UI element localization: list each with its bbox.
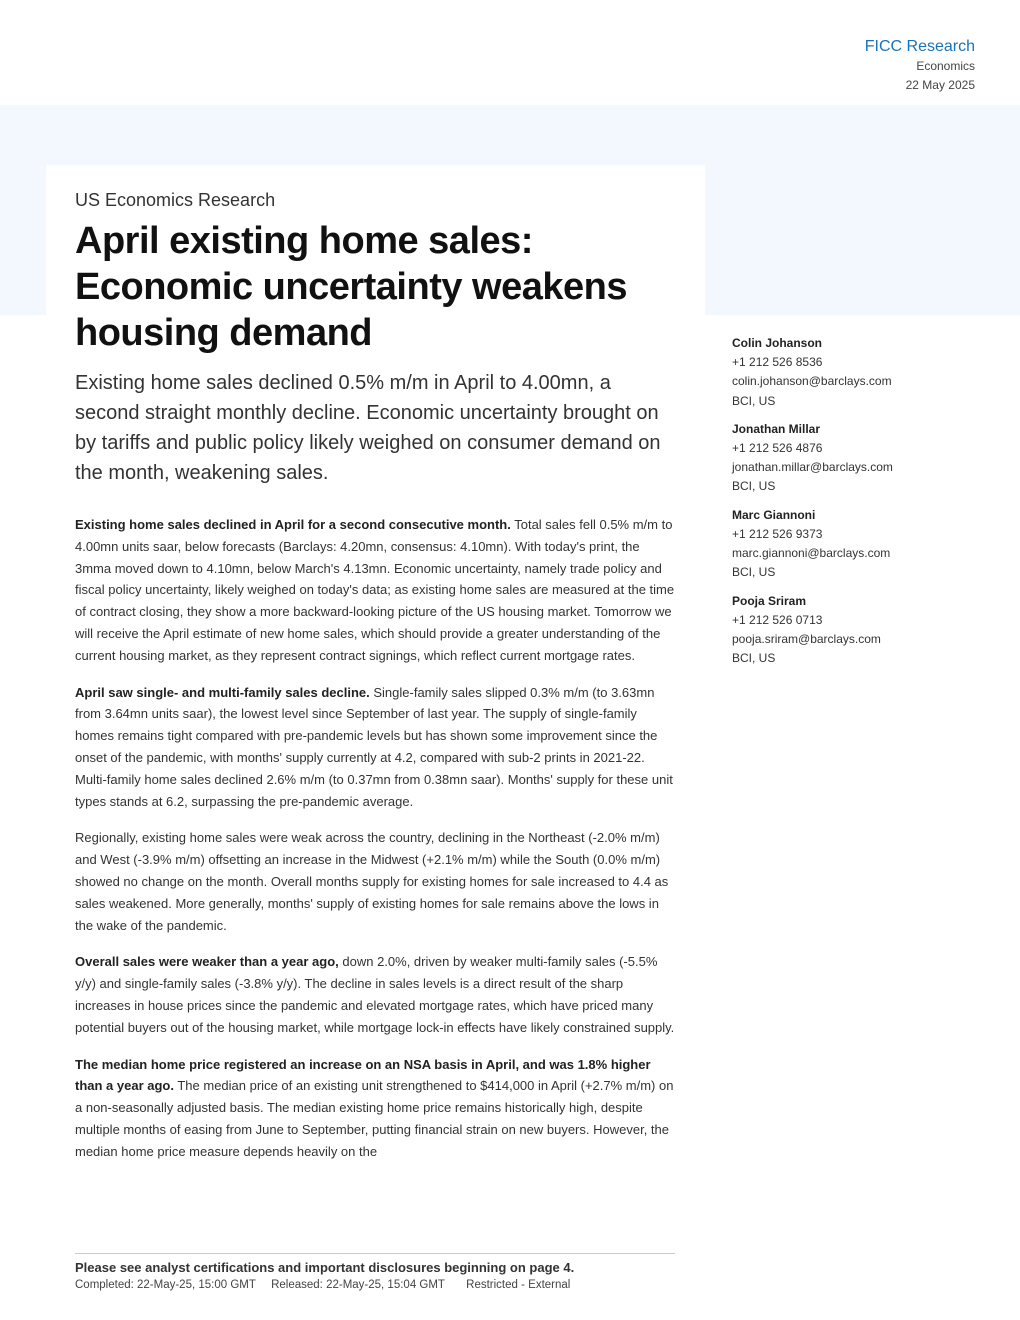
analyst-card xyxy=(732,506,992,583)
analyst-entity: BCI, US xyxy=(732,565,776,580)
article-main xyxy=(75,188,675,1178)
footer-meta xyxy=(75,1277,675,1293)
page-title xyxy=(75,218,675,356)
paragraph-body: Single-family sales slipped 0.3% m/m (to 3.63mn from 3.64mn units saar), the lowest level since September of last year. The supply of single-family homes remains tight compared with pre-pandemic levels but has shown some improvement since the onset of the pandemic, with months' supply currently at 4.2, compared with sub-2 prints in 2021-22. Multi-family home sales declined 2.6% m/m (to 0.37mn from 0.38mn saar). Months' supply for these unit types stands at 6.2, surpassing the pre-pandemic average. xyxy=(75,684,673,809)
paragraph-lead: Overall sales were weaker than a year ago, xyxy=(75,954,339,970)
page-footer xyxy=(75,1253,675,1293)
paragraph-lead: Existing home sales declined in April for a second consecutive month. xyxy=(75,517,511,532)
analyst-phone: +1 212 526 8536 xyxy=(732,355,823,369)
analyst-email[interactable]: pooja.sriram@barclays.com xyxy=(732,631,881,646)
analyst-name: Marc Giannoni xyxy=(732,507,816,522)
analyst-phone: +1 212 526 4876 xyxy=(732,440,823,455)
analyst-phone: +1 212 526 0713 xyxy=(732,612,823,627)
analyst-phone: +1 212 526 9373 xyxy=(732,526,823,541)
analyst-entity: BCI, US xyxy=(732,651,776,666)
analyst-email[interactable]: jonathan.millar@barclays.com xyxy=(732,460,893,475)
paragraph-lead: The median home price registered an increase on an NSA basis in April, and was 1.8% higher than a year ago. xyxy=(75,1056,651,1094)
report-date: 22 May 2025 xyxy=(905,78,975,92)
analyst-card xyxy=(732,334,992,411)
paragraph-lead: April saw single- and multi-family sales decline. xyxy=(75,684,370,700)
body-paragraph xyxy=(75,514,675,667)
paragraph-body: Total sales fell 0.5% m/m to 4.00mn units saar, below forecasts (Barclays: 4.20mn, consensus: 4.10mn). With today's print, the 3mma moved down to 4.10mn, below March's 4.13mn. Economic uncertainty, namely trade policy and fiscal policy uncertainty, likely weighed on today's data; as existing home sales are measured at the time of contract closing, they show a more backward-looking picture of the US housing market. Tomorrow we will receive the April estimate of new home sales, which should provide a greater understanding of the current housing market, as they represent contract signings, which reflect current mortgage rates. xyxy=(75,517,675,663)
report-header xyxy=(865,37,975,95)
analyst-name: Pooja Sriram xyxy=(732,593,807,608)
analyst-entity: BCI, US xyxy=(732,479,776,494)
analyst-list xyxy=(732,334,992,678)
title-line: April existing home sales: xyxy=(75,220,533,262)
section-label: Economics xyxy=(916,59,975,73)
restriction-label: Restricted - External xyxy=(466,1279,571,1291)
paragraph-body: The median price of an existing unit strengthened to $414,000 in April (+2.7% m/m) on a non-seasonally adjusted basis. The median existing home price remains historically high, despite multiple months of easing from June to September, putting financial strain on new buyers. However, the median home price measure depends heavily on the xyxy=(75,1078,674,1159)
released-time: Released: 22-May-25, 15:04 GMT xyxy=(271,1279,445,1291)
title-line: housing demand xyxy=(75,312,372,354)
analyst-name: Jonathan Millar xyxy=(732,421,821,436)
analyst-card xyxy=(732,592,992,669)
analyst-entity: BCI, US xyxy=(732,393,776,408)
analyst-email[interactable]: marc.giannoni@barclays.com xyxy=(732,546,891,561)
disclosure-note: Please see analyst certifications and important disclosures beginning on page 4. xyxy=(75,1260,575,1275)
analyst-name: Colin Johanson xyxy=(732,336,822,350)
body-paragraph xyxy=(75,951,675,1038)
article-lede: Existing home sales declined 0.5% m/m in April to 4.00mn, a second straight monthly decline. Economic uncertainty brought on by tariffs and public policy likely weighed on consumer demand on the month, weakening sales. xyxy=(75,372,661,484)
title-line: Economic uncertainty weakens xyxy=(75,266,627,308)
series-label: US Economics Research xyxy=(75,190,276,210)
analyst-card xyxy=(732,420,992,497)
paragraph-body: Regionally, existing home sales were weak across the country, declining in the Northeast (-2.0% m/m) and West (-3.9% m/m) offsetting an increase in the Midwest (+2.1% m/m) while the South (0.0% m/m) showed no change on the month. Overall months supply for existing homes for sale increased to 4.4 as sales weakened. More generally, months' supply of existing homes for sale remains above the lows in the wake of the pandemic. xyxy=(75,830,669,933)
analyst-email[interactable]: colin.johanson@barclays.com xyxy=(732,374,892,389)
body-paragraph xyxy=(75,682,675,813)
paragraph-body: down 2.0%, driven by weaker multi-family sales (-5.5% y/y) and single-family sales (-3.8% y/y). The decline in sales levels is a direct result of the sharp increases in house prices since the pandemic and elevated mortgage rates, which have priced many potential buyers out of the housing market, while mortgage lock-in effects have likely constrained supply. xyxy=(75,954,675,1035)
completed-time: Completed: 22-May-25, 15:00 GMT xyxy=(75,1279,256,1291)
body-paragraph xyxy=(75,827,675,936)
body-paragraph xyxy=(75,1054,675,1163)
brand-label: FICC Research xyxy=(864,38,975,55)
